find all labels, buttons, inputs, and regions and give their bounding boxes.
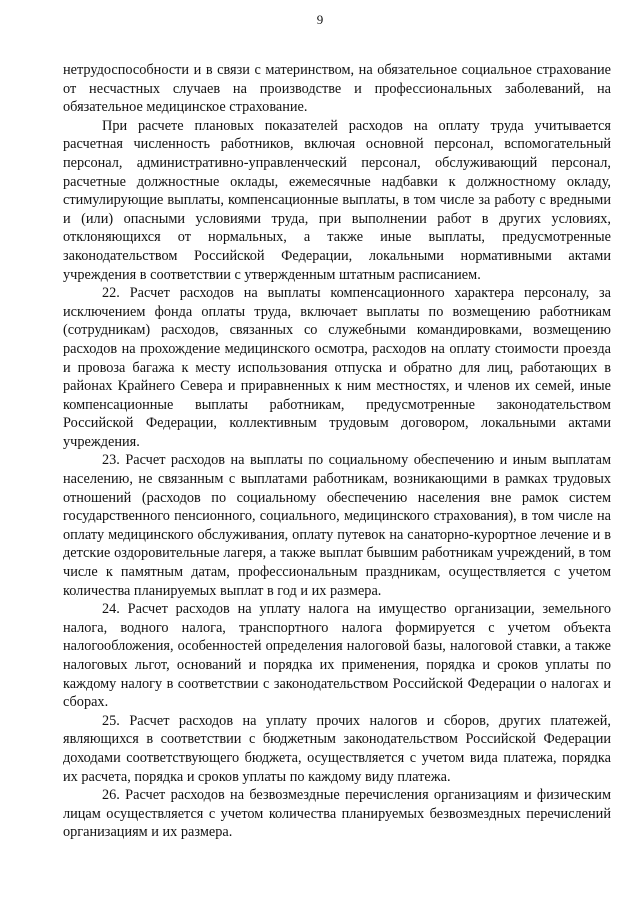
page-number: 9 <box>316 12 324 27</box>
paragraph-item-24: 24. Расчет расходов на уплату налога на имущество организации, земельного налога, водного налога, транспортного налога формируется с учетом объекта налогообложения, особенностей определения налоговой базы, налоговой ставки, а также налоговых льгот, оснований и порядка их применения, порядка и сроков уплаты по каждому налогу в соответствии с законодательством Российской Федерации о налогах и сборах. <box>63 601 611 711</box>
paragraph-continuation: нетрудоспособности и в связи с материнством, на обязательное социальное страхование от несчастных случаев на производстве и профессиональных заболеваний, на обязательное медицинское страхование. <box>63 62 611 116</box>
paragraph-item-25: 25. Расчет расходов на уплату прочих налогов и сборов, других платежей, являющихся в соответствии с бюджетным законодательством Российской Федерации доходами соответствующего бюджета, осуществляется с учетом вида платежа, порядка их расчета, порядка и сроков уплаты по каждому виду платежа. <box>63 712 611 785</box>
paragraph-item-22: 22. Расчет расходов на выплаты компенсационного характера персоналу, за исключением фонда оплаты труда, включает выплаты по возмещению работникам (сотрудникам) расходов, связанных со служебными командировками, возмещению расходов на прохождение медицинского осмотра, расходов на оплату стоимости проезда и провоза багажа к месту использования отпуска и обратно для лиц, работающих в районах Крайнего Севера и приравненных к ним местностях, и членов их семей, иные компенсационные выплаты работникам, предусмотренные законодательством Российской Федерации, коллективным трудовым договором, локальными актами учреждения. <box>63 285 611 450</box>
paragraph-item-23: 23. Расчет расходов на выплаты по социальному обеспечению и иным выплатам населению, не связанным с выплатами работникам, возникающими в рамках трудовых отношений (расходов по социальному обеспечению населения вне рамок систем государственного пенсионного, социального, медицинского страхования), в том числе на оплату медицинского обслуживания, оплату путевок на санаторно-курортное лечение и в детские оздоровительные лагеря, а также выплат бывшим работникам учреждений, в том числе к памятным датам, профессиональным праздникам, осуществляется с учетом количества планируемых выплат в год и их размера. <box>63 452 611 599</box>
paragraph-item-26: 26. Расчет расходов на безвозмездные перечисления организациям и физическим лицам осуществляется с учетом количества планируемых безвозмездных перечислений организациям и их размера. <box>63 787 611 841</box>
document-body <box>63 61 611 842</box>
paragraph-payroll-planning: При расчете плановых показателей расходов на оплату труда учитывается расчетная численность работников, включая основной персонал, вспомогательный персонал, административно-управленческий персонал, обслуживающий персонал, расчетные должностные оклады, ежемесячные надбавки к должностному окладу, стимулирующие выплаты, компенсационные выплаты, в том числе за работу с вредными и (или) опасными условиями труда, при выполнении работ в других условиях, отклоняющихся от нормальных, а также иные выплаты, предусмотренные законодательством Российской Федерации, локальными нормативными актами учреждения в соответствии с утвержденным штатным расписанием. <box>63 117 611 283</box>
